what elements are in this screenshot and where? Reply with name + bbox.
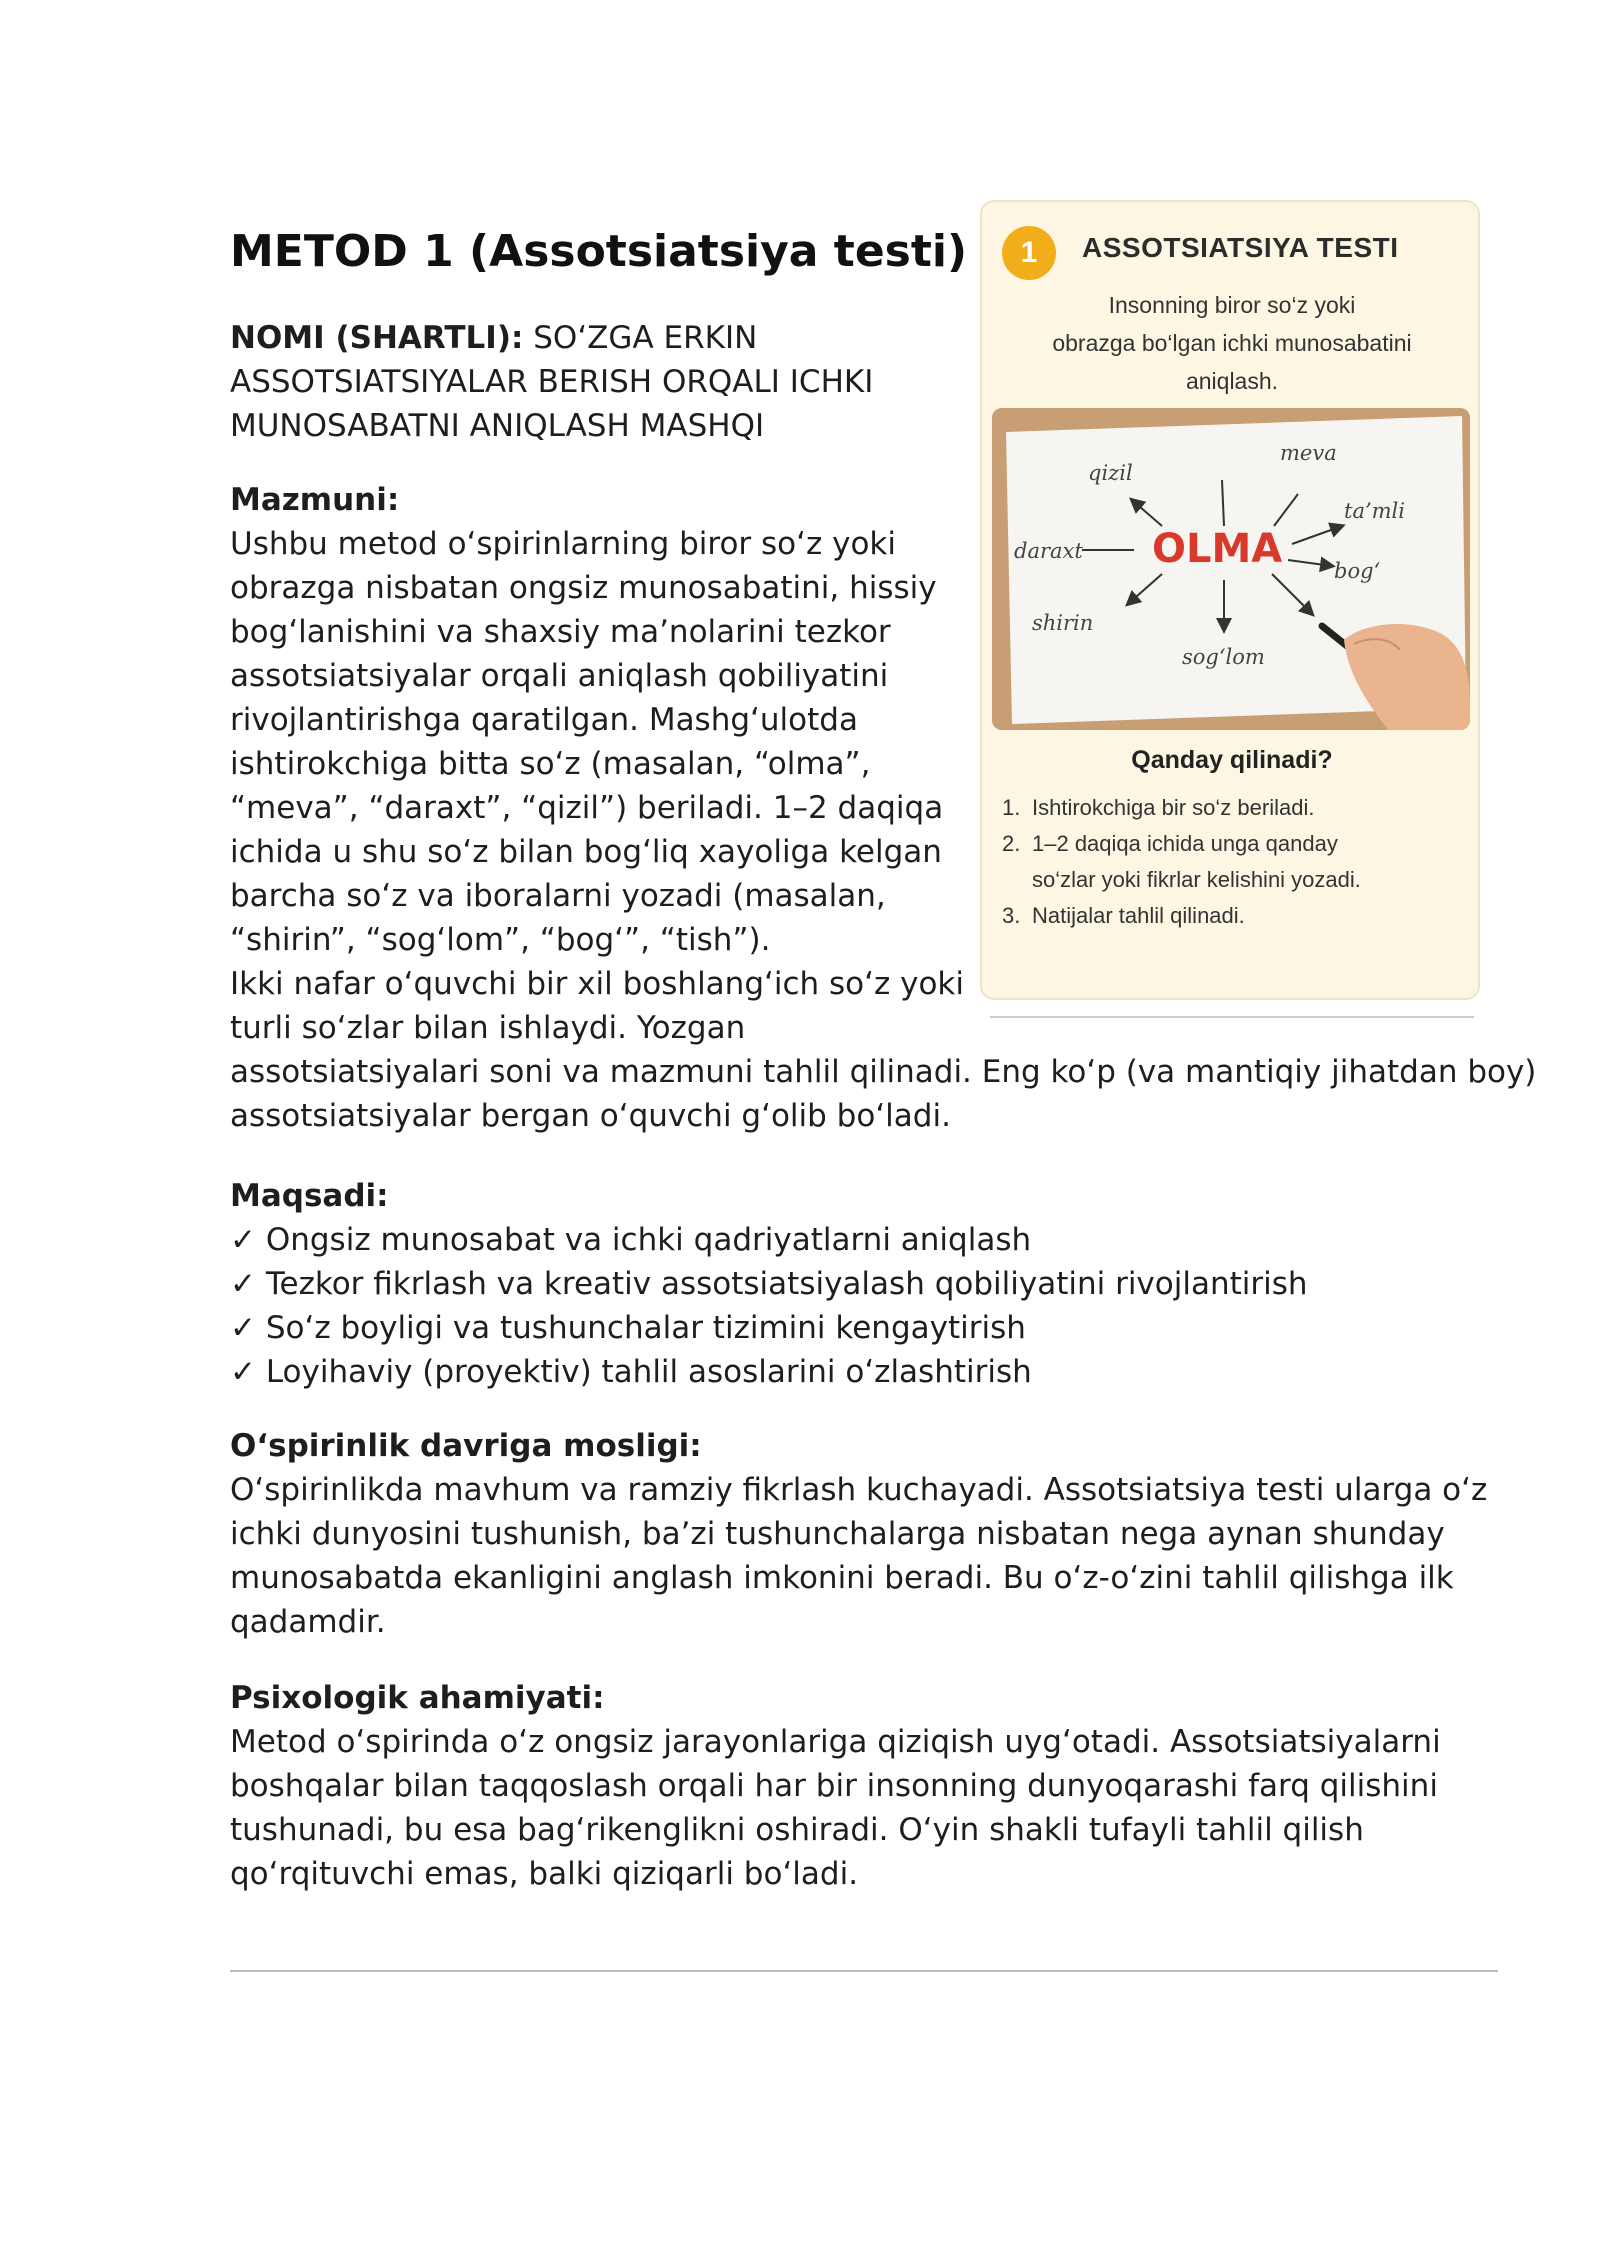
mazmuni-line: Ushbu metod o‘spirinlarning biror so‘z yoki bbox=[230, 526, 897, 562]
goals-list bbox=[230, 1218, 1308, 1394]
word-olma: OLMA bbox=[1152, 526, 1283, 572]
mazmuni-line: turli so‘zlar bilan ishlaydi. Yozgan bbox=[230, 1010, 746, 1046]
word-daraxt: daraxt bbox=[1014, 539, 1083, 563]
mazmuni-line: ishtirokchiga bitta so‘z (masalan, “olma”, bbox=[230, 746, 871, 782]
mazmuni-heading: Mazmuni: bbox=[230, 482, 400, 518]
mazmuni-line: assotsiatsiyalari soni va mazmuni tahlil qilinadi. Eng ko‘p (va mantiqiy jihatdan boy) bbox=[230, 1054, 1537, 1090]
how-to-title: Qanday qilinadi? bbox=[1131, 746, 1333, 774]
step-number: 3. bbox=[1002, 903, 1021, 928]
maqsadi-heading: Maqsadi: bbox=[230, 1178, 389, 1214]
mosligi-line: O‘spirinlikda mavhum va ramziy fikrlash kuchayadi. Assotsiatsiya testi ularga o‘z bbox=[230, 1472, 1488, 1508]
mazmuni-line: assotsiatsiyalar orqali aniqlash qobiliyatini bbox=[230, 658, 889, 694]
ahamiyati-heading: Psixologik ahamiyati: bbox=[230, 1680, 605, 1716]
step-text: so‘zlar yoki fikrlar kelishini yozadi. bbox=[1032, 867, 1361, 892]
ahamiyati-line: Metod o‘spirinda o‘z ongsiz jarayonlariga qiziqish uyg‘otadi. Assotsiatsiyalarni bbox=[230, 1724, 1441, 1760]
word-tamli: ta’mli bbox=[1344, 499, 1405, 523]
card-subtitle-line: obrazga bo‘lgan ichki munosabatini bbox=[1052, 330, 1412, 356]
mazmuni-line: Ikki nafar o‘quvchi bir xil boshlang‘ich so‘z yoki bbox=[230, 966, 964, 1002]
mazmuni-section bbox=[230, 478, 1536, 1138]
maqsadi-section bbox=[230, 1174, 1308, 1394]
mazmuni-line: “shirin”, “sog‘lom”, “bog‘”, “tish”). bbox=[230, 922, 771, 958]
name-label: NOMI (SHARTLI): bbox=[230, 320, 524, 356]
mazmuni-line: barcha so‘z va iboralarni yozadi (masalan, bbox=[230, 878, 886, 914]
ahamiyati-line: qo‘rqituvchi emas, balki qiziqarli bo‘ladi. bbox=[230, 1856, 859, 1892]
step-text: 1–2 daqiqa ichida unga qanday bbox=[1032, 831, 1338, 856]
card-title: ASSOTSIATSIYA TESTI bbox=[1082, 232, 1399, 263]
ahamiyati-line: tushunadi, bu esa bag‘rikenglikni oshiradi. O‘yin shakli tufayli tahlil qilish bbox=[230, 1812, 1364, 1848]
mazmuni-line: obrazga nisbatan ongsiz munosabatini, hissiy bbox=[230, 570, 937, 606]
step-number: 2. bbox=[1002, 831, 1021, 856]
goal-item: ✓ Ongsiz munosabat va ichki qadriyatlarni aniqlash bbox=[230, 1222, 1032, 1258]
ahamiyati-section bbox=[230, 1676, 1441, 1896]
card-subtitle-line: aniqlash. bbox=[1185, 368, 1279, 394]
name-line: SO‘ZGA ERKIN bbox=[533, 320, 758, 356]
goal-item: ✓ So‘z boyligi va tushunchalar tizimini kengaytirish bbox=[230, 1310, 1026, 1346]
word-soglom: sog‘lom bbox=[1182, 645, 1265, 669]
mosligi-line: ichki dunyosini tushunish, ba’zi tushunchalarga nisbatan nega aynan shunday bbox=[230, 1516, 1445, 1552]
bottom-divider bbox=[230, 1970, 1498, 1972]
mazmuni-line: ichida u shu so‘z bilan bog‘liq xayoliga kelgan bbox=[230, 834, 942, 870]
word-qizil: qizil bbox=[1088, 461, 1133, 485]
step-text: Ishtirokchiga bir so‘z beriladi. bbox=[1032, 795, 1315, 820]
mosligi-line: munosabatda ekanligini anglash imkonini beradi. Bu o‘z-o‘zini tahlil qilishga ilk bbox=[230, 1560, 1454, 1596]
step-text: Natijalar tahlil qilinadi. bbox=[1032, 903, 1245, 928]
ahamiyati-line: boshqalar bilan taqqoslash orqali har bir insonning dunyoqarashi farq qilishini bbox=[230, 1768, 1438, 1804]
page-title: METOD 1 (Assotsiatsiya testi) bbox=[230, 226, 968, 277]
name-line: MUNOSABATNI ANIQLASH MASHQI bbox=[230, 408, 765, 444]
name-line: ASSOTSIATSIYALAR BERISH ORQALI ICHKI bbox=[230, 364, 874, 400]
card-subtitle-line: Insonning biror so‘z yoki bbox=[1108, 292, 1356, 318]
word-shirin: shirin bbox=[1032, 611, 1094, 635]
mazmuni-line: bog‘lanishini va shaxsiy ma’nolarini tezkor bbox=[230, 614, 891, 650]
word-meva: meva bbox=[1280, 441, 1337, 465]
mazmuni-line: assotsiatsiyalar bergan o‘quvchi g‘olib bo‘ladi. bbox=[230, 1098, 951, 1134]
mazmuni-line: “meva”, “daraxt”, “qizil”) beriladi. 1–2 daqiqa bbox=[230, 790, 944, 826]
step-number-badge: 1 bbox=[1002, 226, 1056, 280]
goal-item: ✓ Tezkor fikrlash va kreativ assotsiatsiyalash qobiliyatini rivojlantirish bbox=[230, 1266, 1308, 1302]
card-subtitle bbox=[1002, 286, 1462, 400]
step-number: 1. bbox=[1002, 795, 1021, 820]
goal-item: ✓ Loyihaviy (proyektiv) tahlil asoslarini o‘zlashtirish bbox=[230, 1354, 1032, 1390]
mazmuni-line: rivojlantirishga qaratilgan. Mashg‘ulotda bbox=[230, 702, 858, 738]
mosligi-heading: O‘spirinlik davriga mosligi: bbox=[230, 1428, 702, 1464]
mosligi-section bbox=[230, 1424, 1487, 1644]
name-block bbox=[230, 316, 873, 448]
word-bog: bog‘ bbox=[1334, 559, 1381, 583]
mosligi-line: qadamdir. bbox=[230, 1604, 386, 1640]
